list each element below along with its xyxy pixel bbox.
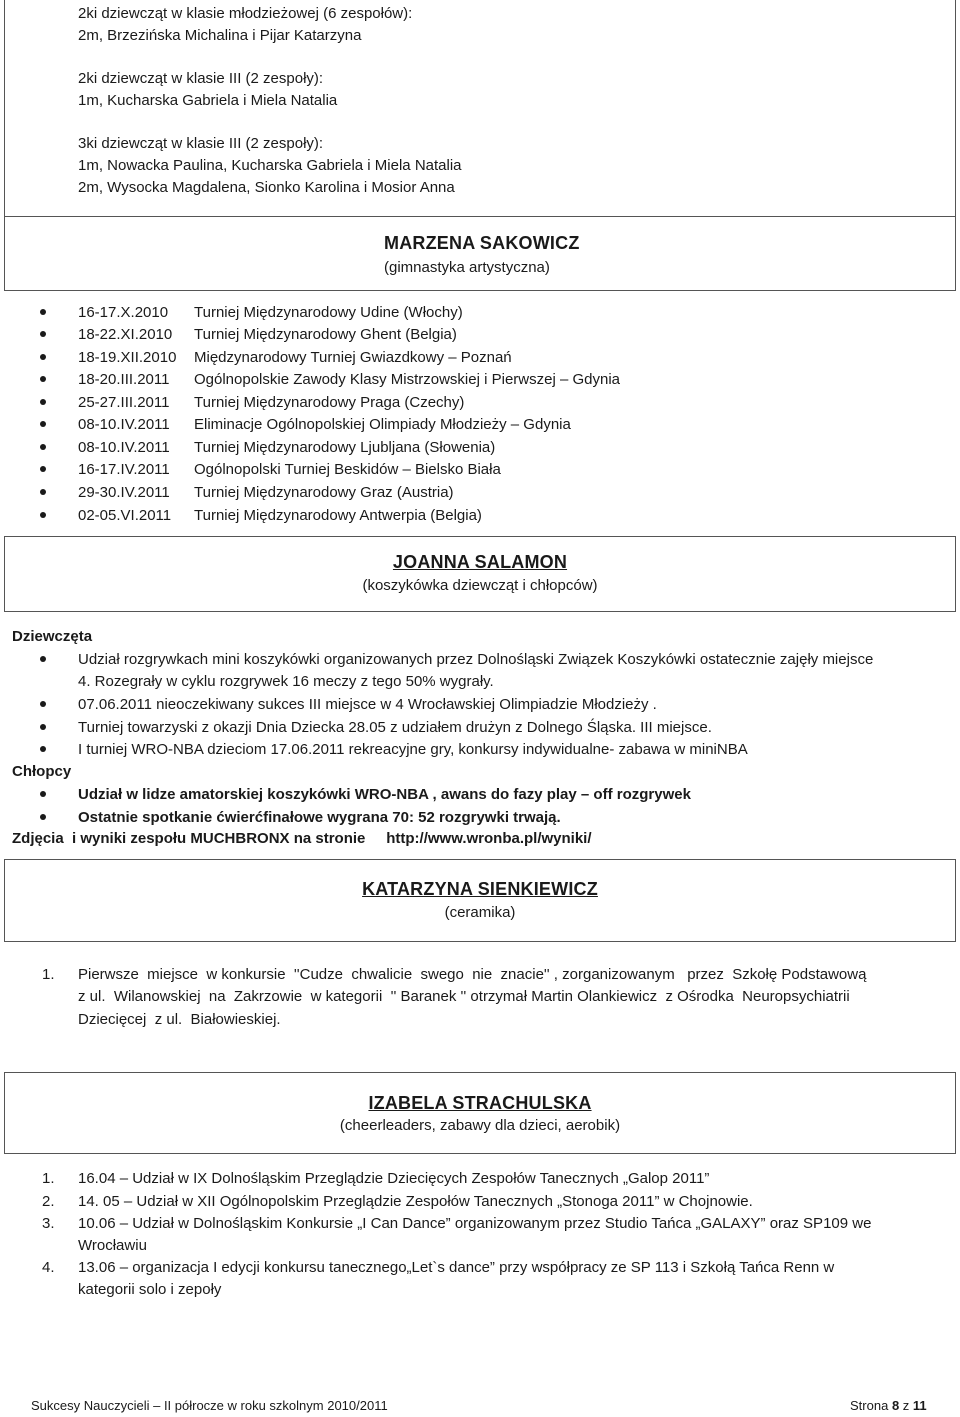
girls-item-line: Turniej towarzyski z okazji Dnia Dziecka 28.05 z udziałem drużyn z Dolnego Śląska. III miejsce. <box>78 719 712 736</box>
event-date: 16-17.X.2010 <box>78 304 169 321</box>
page-current: 8 <box>891 1398 900 1413</box>
bullet-icon <box>40 512 46 518</box>
footer-page-number <box>850 1398 927 1413</box>
section-subtitle-strachulska: (cheerleaders, zabawy dla dzieci, aerobik) <box>339 1117 621 1134</box>
event-date: 18-19.XII.2010 <box>78 349 177 366</box>
event-desc: Turniej Międzynarodowy Praga (Czechy) <box>194 394 465 411</box>
bullet-icon <box>40 814 46 820</box>
teams-line: 2ki dziewcząt w klasie III (2 zespoły): <box>78 70 324 87</box>
photos-note: Zdjęcia i wyniki zespołu MUCHBRONX na stronie http://www.wronba.pl/wyniki/ <box>12 830 592 847</box>
bullet-icon <box>40 421 46 427</box>
section-header-frame-salamon <box>4 536 956 612</box>
item-number: 4. <box>42 1259 55 1276</box>
bullet-icon <box>40 656 46 662</box>
section-title-sakowicz: MARZENA SAKOWICZ <box>384 233 580 253</box>
teams-line: 2ki dziewcząt w klasie młodzieżowej (6 zespołów): <box>78 5 413 22</box>
girls-label: Dziewczęta <box>12 628 93 645</box>
teams-line: 3ki dziewcząt w klasie III (2 zespoły): <box>78 135 324 152</box>
bullet-icon <box>40 331 46 337</box>
event-desc: Eliminacje Ogólnopolskiej Olimpiady Młodzieży – Gdynia <box>194 416 571 433</box>
section-header-frame-sienkiewicz <box>4 859 956 942</box>
page-sep: z <box>902 1398 910 1413</box>
item-line: 13.06 – organizacja I edycji konkursu tanecznego„Let`s dance” przy współpracy ze SP 113 i Szkołą Tańca Renn w <box>78 1259 835 1276</box>
section-title-sienkiewicz: KATARZYNA SIENKIEWICZ <box>362 879 598 899</box>
bullet-icon <box>40 444 46 450</box>
event-desc: Ogólnopolskie Zawody Klasy Mistrzowskiej i Pierwszej – Gdynia <box>194 371 620 388</box>
bullet-icon <box>40 354 46 360</box>
event-date: 08-10.IV.2011 <box>78 416 170 433</box>
girls-item-line: 4. Rozegrały w cyklu rozgrywek 16 meczy z tego 50% wygrały. <box>78 673 494 690</box>
event-date: 18-20.III.2011 <box>78 371 170 388</box>
bullet-icon <box>40 309 46 315</box>
event-desc: Turniej Międzynarodowy Antwerpia (Belgia) <box>194 507 482 524</box>
boys-item: Ostatnie spotkanie ćwierćfinałowe wygrana 70: 52 rozgrywki trwają. <box>78 809 561 826</box>
event-desc: Turniej Międzynarodowy Graz (Austria) <box>194 484 454 501</box>
girls-item-line: 07.06.2011 nieoczekiwany sukces III miejsce w 4 Wrocławskiej Olimpiadzie Młodzieży . <box>78 696 657 713</box>
event-desc: Turniej Międzynarodowy Udine (Włochy) <box>194 304 463 321</box>
item-line: 14. 05 – Udział w XII Ogólnopolskim Przeglądzie Zespołów Tanecznych „Stonoga 2011” w Chojnowie. <box>78 1193 753 1210</box>
section-header-frame-sakowicz <box>4 217 956 291</box>
event-desc: Ogólnopolski Turniej Beskidów – Bielsko Biała <box>194 461 501 478</box>
event-date: 08-10.IV.2011 <box>78 439 170 456</box>
item-line: z ul. Wilanowskiej na Zakrzowie w kategorii '' Baranek '' otrzymał Martin Olankiewicz z Ośrodka Neuropsychiatrii <box>78 988 850 1005</box>
section-subtitle-sienkiewicz: (ceramika) <box>444 904 516 921</box>
event-date: 02-05.VI.2011 <box>78 507 172 524</box>
event-date: 29-30.IV.2011 <box>78 484 170 501</box>
event-date: 18-22.XI.2010 <box>78 326 173 343</box>
event-desc: Turniej Międzynarodowy Ljubljana (Słowenia) <box>194 439 496 456</box>
bullet-icon <box>40 701 46 707</box>
bullet-icon <box>40 489 46 495</box>
section-title-strachulska: IZABELA STRACHULSKA <box>368 1093 592 1113</box>
event-desc: Międzynarodowy Turniej Gwiazdkowy – Poznań <box>194 349 512 366</box>
teams-line: 1m, Kucharska Gabriela i Miela Natalia <box>78 92 338 109</box>
item-number: 3. <box>42 1215 55 1232</box>
bullet-icon <box>40 376 46 382</box>
bullet-icon <box>40 791 46 797</box>
teams-line: 2m, Wysocka Magdalena, Sionko Karolina i Mosior Anna <box>78 179 455 196</box>
girls-item-line: Udział rozgrywkach mini koszykówki organizowanych przez Dolnośląski Związek Koszykówki ostatecznie zajęły miejsce <box>78 651 874 668</box>
item-number: 1. <box>42 1170 55 1187</box>
bullet-icon <box>40 466 46 472</box>
boys-item: Udział w lidze amatorskiej koszykówki WRO-NBA , awans do fazy play – off rozgrywek <box>78 786 691 803</box>
teams-line: 1m, Nowacka Paulina, Kucharska Gabriela i Miela Natalia <box>78 157 462 174</box>
page-word: Strona <box>850 1398 889 1413</box>
teams-line: 2m, Brzezińska Michalina i Pijar Katarzyna <box>78 27 362 44</box>
bullet-icon <box>40 399 46 405</box>
item-line: Wrocławiu <box>78 1237 147 1254</box>
event-date: 16-17.IV.2011 <box>78 461 170 478</box>
item-line: 16.04 – Udział w IX Dolnośląskim Przeglądzie Dziecięcych Zespołów Tanecznych „Galop 2011” <box>78 1170 710 1187</box>
page-total: 11 <box>912 1398 927 1413</box>
boys-label: Chłopcy <box>12 763 72 780</box>
item-number: 1. <box>42 966 55 983</box>
item-line: Pierwsze miejsce w konkursie ''Cudze chwalicie swego nie znacie'' , zorganizowanym przez Szkołę Podstawową <box>78 966 867 983</box>
girls-item-line: I turniej WRO-NBA dzieciom 17.06.2011 rekreacyjne gry, konkursy indywidualne- zabawa w miniNBA <box>78 741 748 758</box>
item-line: kategorii solo i zepoły <box>78 1281 222 1298</box>
bullet-icon <box>40 724 46 730</box>
footer-title: Sukcesy Nauczycieli – II półrocze w roku szkolnym 2010/2011 <box>31 1398 388 1413</box>
section-subtitle-salamon: (koszykówka dziewcząt i chłopców) <box>362 577 598 594</box>
bullet-icon <box>40 746 46 752</box>
item-number: 2. <box>42 1193 55 1210</box>
event-date: 25-27.III.2011 <box>78 394 170 411</box>
section-title-salamon: JOANNA SALAMON <box>392 552 568 572</box>
item-line: 10.06 – Udział w Dolnośląskim Konkursie „I Can Dance” organizowanym przez Studio Tańca „GALAXY” oraz SP109 we <box>78 1215 872 1232</box>
event-desc: Turniej Międzynarodowy Ghent (Belgia) <box>194 326 457 343</box>
item-line: Dziecięcej z ul. Białowieskiej. <box>78 1011 281 1028</box>
section-subtitle-sakowicz: (gimnastyka artystyczna) <box>384 259 550 276</box>
